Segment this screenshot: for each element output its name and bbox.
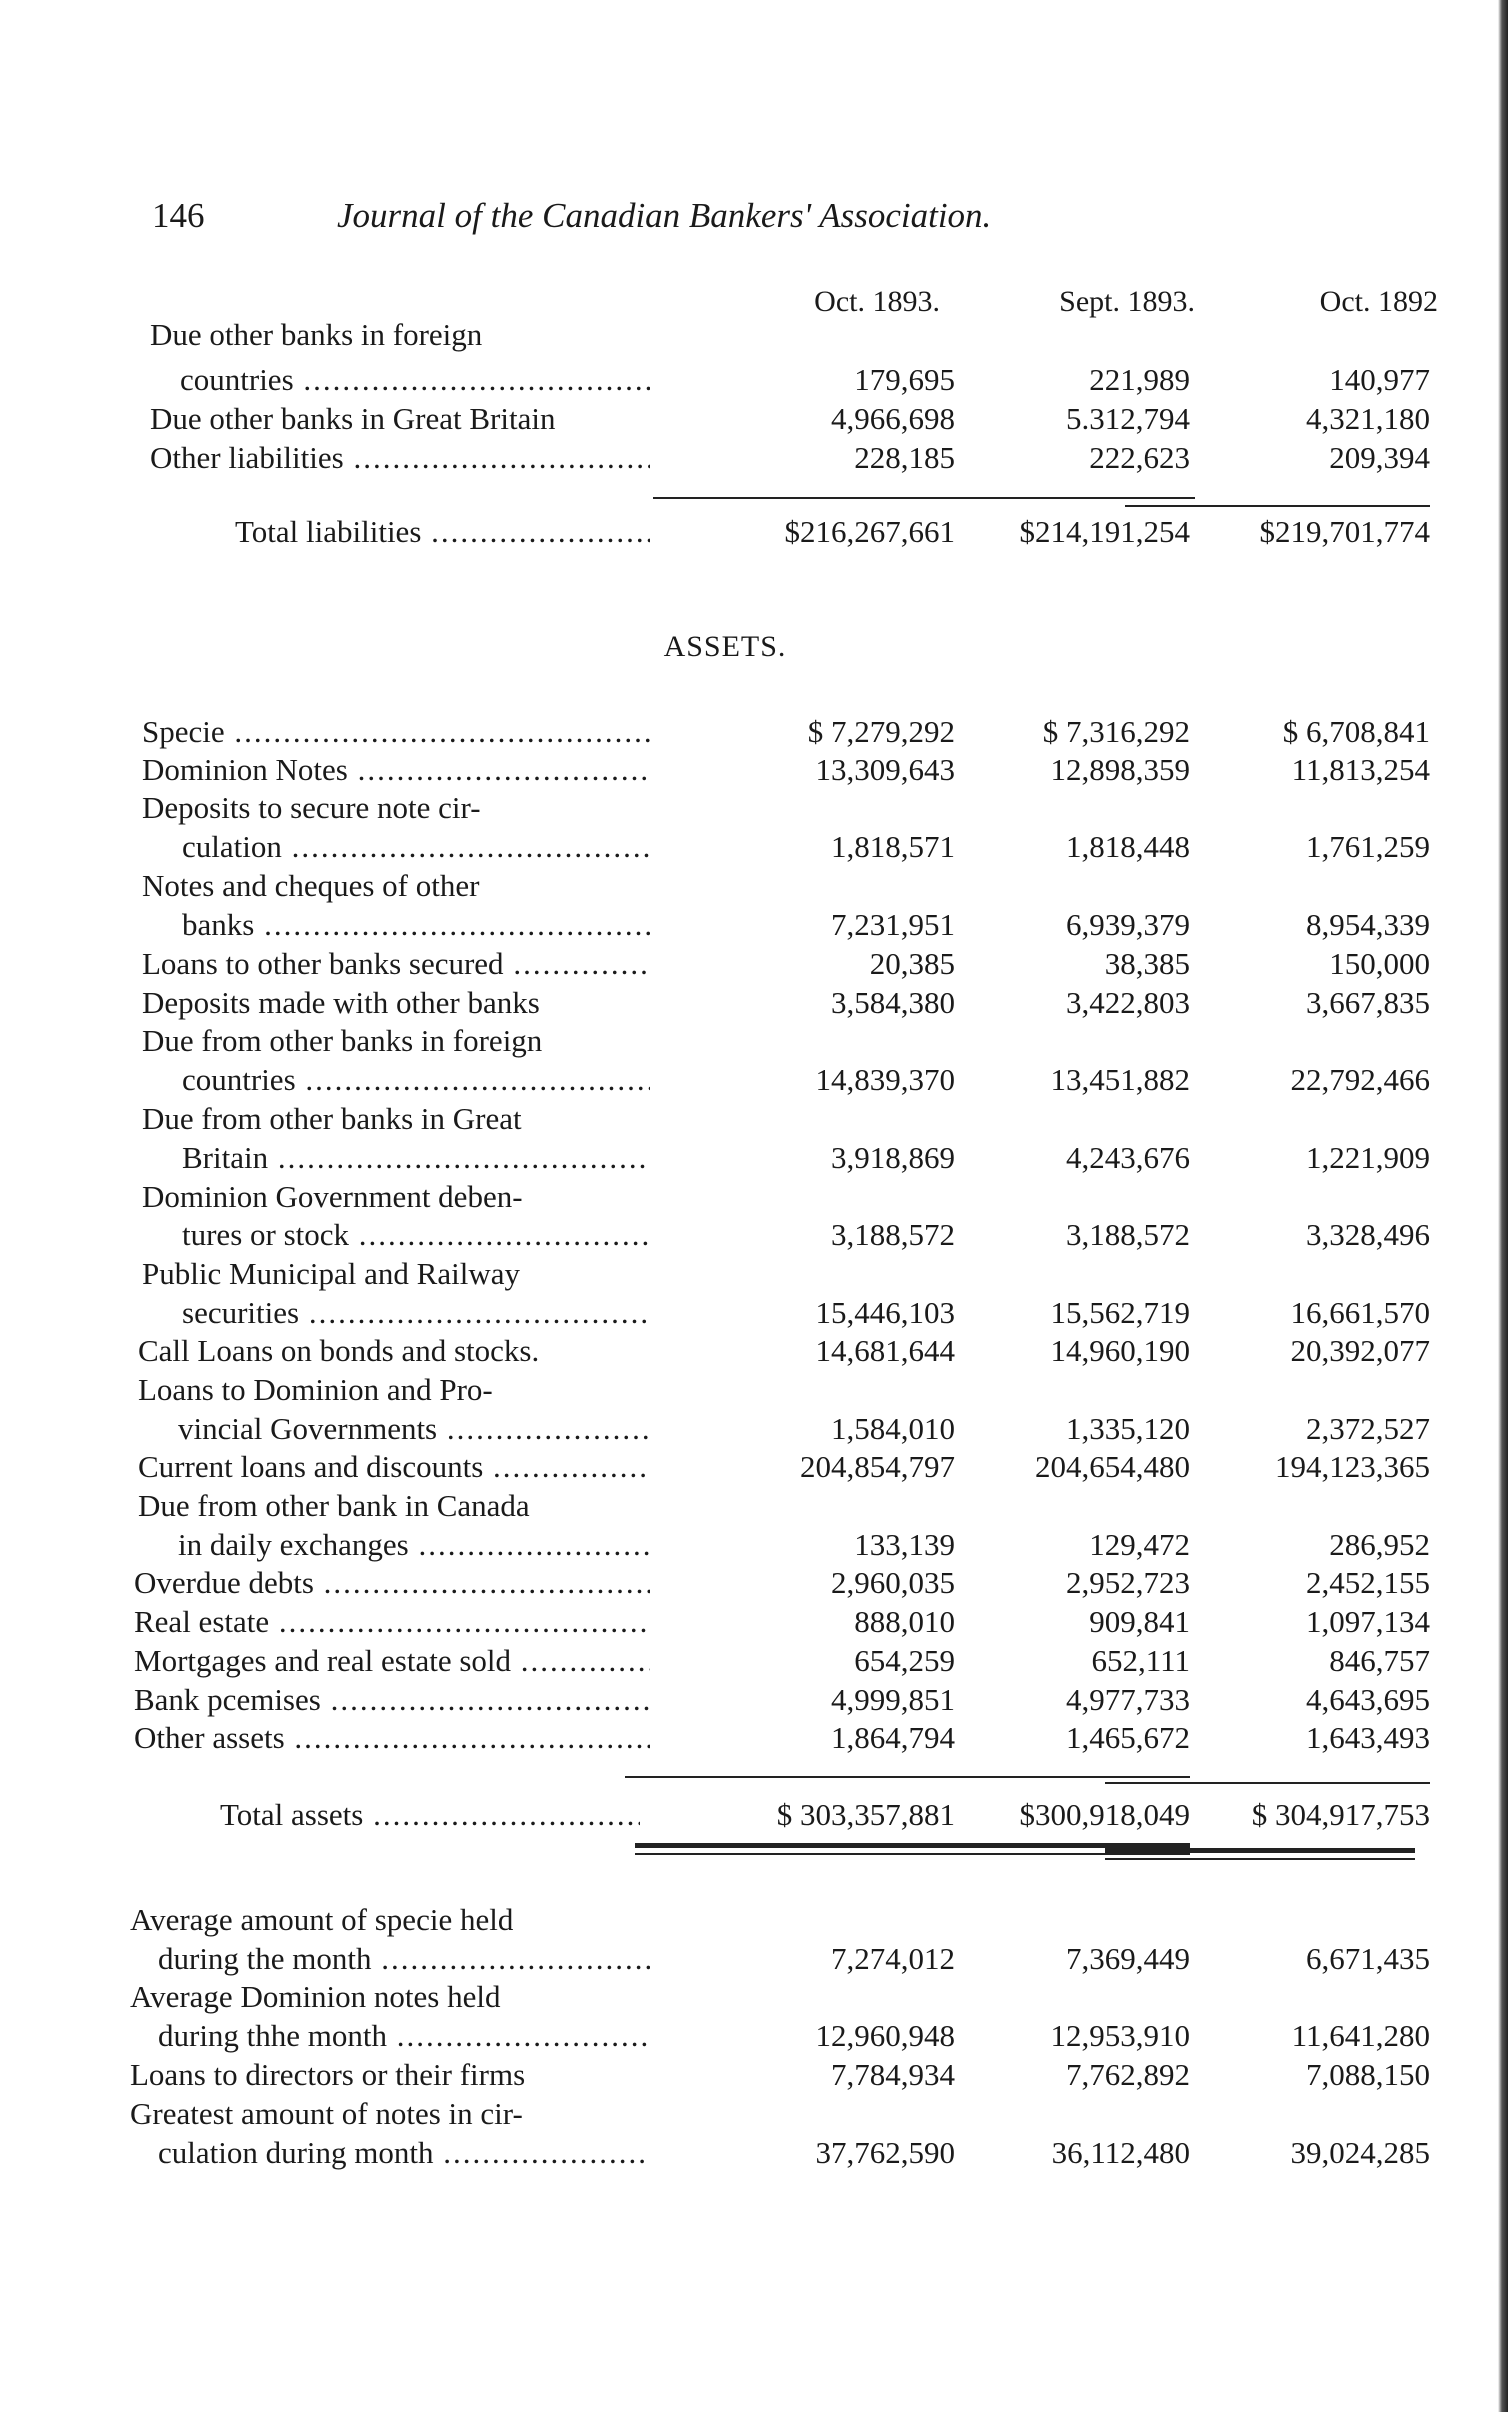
column-header-sept-1893: Sept. 1893. (1059, 285, 1195, 318)
column-header-oct-1893: Oct. 1893. (814, 285, 940, 318)
cell-oct-1892: 2,372,527 (1306, 1411, 1430, 1446)
row-label: Overdue debts ..... (134, 1563, 650, 1603)
row-label: Britain ..... (182, 1138, 650, 1178)
table-row (130, 2016, 1430, 2056)
cell-oct-1893: $216,267,661 (784, 514, 955, 549)
row-label: during the month ..... (158, 1939, 650, 1979)
cell-oct-1892: 286,952 (1329, 1527, 1430, 1562)
page-header (152, 196, 1352, 246)
cell-oct-1893: 2,960,035 (831, 1565, 955, 1600)
cell-oct-1893: 4,999,851 (831, 1682, 955, 1717)
divider (870, 1776, 1190, 1778)
cell-oct-1893: 37,762,590 (815, 2135, 955, 2170)
table-row (130, 1977, 1320, 2017)
cell-sept-1893: 129,472 (1089, 1527, 1190, 1562)
table-row (130, 2094, 1320, 2134)
row-label: countries ..... (182, 1060, 650, 1100)
table-row (130, 1138, 1430, 1178)
cell-sept-1893: 1,818,448 (1066, 829, 1190, 864)
cell-oct-1893: 133,139 (854, 1527, 955, 1562)
row-label: Loans to directors or their firms (130, 2057, 526, 2092)
cell-oct-1892: 3,667,835 (1306, 985, 1430, 1020)
cell-sept-1893: 4,243,676 (1066, 1140, 1190, 1175)
cell-oct-1893: 204,854,797 (800, 1449, 955, 1484)
cell-oct-1893: 20,385 (869, 946, 955, 981)
cell-oct-1892: 8,954,339 (1306, 907, 1430, 942)
cell-oct-1893: 1,864,794 (831, 1720, 955, 1755)
row-label: Average Dominion notes held (130, 1979, 501, 2014)
table-row (130, 315, 1320, 355)
cell-oct-1893: 3,918,869 (831, 1140, 955, 1175)
cell-oct-1892: 140,977 (1329, 362, 1430, 397)
table-row (130, 1021, 1320, 1061)
cell-oct-1892: 846,757 (1329, 1643, 1430, 1678)
row-label: Due from other bank in Canada (138, 1488, 530, 1523)
cell-sept-1893: 13,451,882 (1050, 1062, 1190, 1097)
cell-oct-1892: 150,000 (1329, 946, 1430, 981)
row-label: in daily exchanges ..... (178, 1525, 650, 1565)
table-row (130, 1060, 1430, 1100)
cell-sept-1893: 12,953,910 (1050, 2018, 1190, 2053)
cell-sept-1893: 15,562,719 (1050, 1295, 1190, 1330)
row-label: Loans to Dominion and Pro- (138, 1372, 493, 1407)
row-label: Due from other banks in foreign (142, 1023, 543, 1058)
cell-sept-1893: 909,841 (1089, 1604, 1190, 1639)
row-label: culation during month ..... (158, 2133, 650, 2173)
total-liabilities-row (130, 512, 1430, 552)
double-rule (1105, 1858, 1415, 1860)
cell-oct-1892: 2,452,155 (1306, 1565, 1430, 1600)
cell-oct-1892: $219,701,774 (1259, 514, 1430, 549)
cell-sept-1893: 222,623 (1089, 440, 1190, 475)
table-row (130, 1525, 1430, 1565)
cell-oct-1892: 20,392,077 (1290, 1333, 1430, 1368)
cell-sept-1893: 6,939,379 (1066, 907, 1190, 942)
cell-oct-1893: 888,010 (854, 1604, 955, 1639)
row-label: Real estate ..... (134, 1602, 650, 1642)
table-row (130, 1563, 1430, 1603)
cell-sept-1893: 204,654,480 (1035, 1449, 1190, 1484)
table-row (130, 2133, 1430, 2173)
table-row (130, 1293, 1430, 1333)
cell-oct-1893: $ 303,357,881 (776, 1797, 955, 1832)
cell-sept-1893: 4,977,733 (1066, 1682, 1190, 1717)
table-row (130, 1370, 1320, 1410)
cell-oct-1892: 11,641,280 (1291, 2018, 1430, 2053)
cell-oct-1892: 209,394 (1329, 440, 1430, 475)
row-label: Bank pcemises ..... (134, 1680, 650, 1720)
cell-sept-1893: $300,918,049 (1019, 1797, 1190, 1832)
table-row (130, 944, 1430, 984)
divider (890, 497, 1195, 499)
cell-oct-1893: 14,681,644 (815, 1333, 955, 1368)
cell-oct-1892: $ 6,708,841 (1282, 714, 1430, 749)
row-label: tures or stock ..... (182, 1215, 650, 1255)
cell-oct-1893: 3,584,380 (831, 985, 955, 1020)
table-row (130, 1718, 1430, 1758)
divider (1105, 1782, 1430, 1784)
cell-oct-1892: 39,024,285 (1290, 2135, 1430, 2170)
total-assets-row (130, 1795, 1430, 1835)
row-label: vincial Governments ..... (178, 1409, 650, 1449)
cell-oct-1892: 4,321,180 (1306, 401, 1430, 436)
cell-oct-1892: 7,088,150 (1306, 2057, 1430, 2092)
cell-sept-1893: 12,898,359 (1050, 752, 1190, 787)
row-label: Greatest amount of notes in cir- (130, 2096, 523, 2131)
column-header-oct-1892: Oct. 1892 (1319, 285, 1438, 318)
row-label: Call Loans on bonds and stocks. (138, 1333, 540, 1368)
row-label: Specie ..... (142, 712, 650, 752)
table-row (130, 438, 1430, 478)
row-label: Total assets ..... (220, 1795, 640, 1835)
cell-oct-1893: 228,185 (854, 440, 955, 475)
double-rule (870, 1853, 1190, 1855)
cell-oct-1893: 179,695 (854, 362, 955, 397)
cell-oct-1892: 1,761,259 (1306, 829, 1430, 864)
row-label: Public Municipal and Railway (142, 1256, 520, 1291)
cell-sept-1893: 38,385 (1104, 946, 1190, 981)
cell-oct-1892: $ 304,917,753 (1251, 1797, 1430, 1832)
table-row (130, 1486, 1320, 1526)
cell-sept-1893: 7,762,892 (1066, 2057, 1190, 2092)
table-row (130, 360, 1430, 400)
cell-oct-1893: 7,274,012 (831, 1941, 955, 1976)
cell-oct-1893: 1,584,010 (831, 1411, 955, 1446)
row-label: Other assets ..... (134, 1718, 650, 1758)
table-row (130, 1215, 1430, 1255)
cell-oct-1893: 7,231,951 (831, 907, 955, 942)
cell-oct-1893: 13,309,643 (815, 752, 955, 787)
row-label: Deposits made with other banks (142, 985, 540, 1020)
row-label: Loans to other banks secured ..... (142, 944, 650, 984)
table-row (130, 2055, 1430, 2095)
table-row (130, 1602, 1430, 1642)
cell-oct-1892: 16,661,570 (1290, 1295, 1430, 1330)
cell-sept-1893: $ 7,316,292 (1042, 714, 1190, 749)
table-row (130, 1641, 1430, 1681)
cell-oct-1892: 1,221,909 (1306, 1140, 1430, 1175)
page-number: 146 (152, 196, 205, 235)
row-label: Mortgages and real estate sold ..... (134, 1641, 650, 1681)
row-label: Other liabilities ..... (150, 438, 650, 478)
table-row (130, 983, 1430, 1023)
cell-oct-1892: 1,643,493 (1306, 1720, 1430, 1755)
table-row (130, 1680, 1430, 1720)
table-row (130, 788, 1320, 828)
row-label: Notes and cheques of other (142, 868, 480, 903)
cell-sept-1893: $214,191,254 (1019, 514, 1190, 549)
cell-sept-1893: 2,952,723 (1066, 1565, 1190, 1600)
cell-oct-1893: 4,966,698 (831, 401, 955, 436)
cell-oct-1892: 22,792,466 (1290, 1062, 1430, 1097)
cell-oct-1893: 12,960,948 (815, 2018, 955, 2053)
table-row (130, 750, 1430, 790)
row-label: culation ..... (182, 827, 650, 867)
row-label: Total liabilities ..... (235, 512, 650, 552)
cell-oct-1892: 11,813,254 (1291, 752, 1430, 787)
cell-sept-1893: 1,335,120 (1066, 1411, 1190, 1446)
table-row (130, 712, 1430, 752)
row-label: countries ..... (180, 360, 650, 400)
cell-oct-1893: 1,818,571 (831, 829, 955, 864)
table-row (130, 866, 1320, 906)
row-label: Due other banks in foreign (150, 317, 483, 352)
cell-oct-1893: $ 7,279,292 (807, 714, 955, 749)
cell-sept-1893: 36,112,480 (1051, 2135, 1190, 2170)
cell-oct-1893: 654,259 (854, 1643, 955, 1678)
row-label: Due from other banks in Great (142, 1101, 522, 1136)
cell-oct-1892: 6,671,435 (1306, 1941, 1430, 1976)
cell-oct-1892: 4,643,695 (1306, 1682, 1430, 1717)
cell-sept-1893: 221,989 (1089, 362, 1190, 397)
table-row (130, 1099, 1320, 1139)
row-label: securities ..... (182, 1293, 650, 1333)
table-row (130, 827, 1430, 867)
cell-sept-1893: 3,188,572 (1066, 1217, 1190, 1252)
table-row (130, 399, 1430, 439)
cell-sept-1893: 652,111 (1091, 1643, 1190, 1678)
table-row (130, 1409, 1430, 1449)
row-label: Deposits to secure note cir- (142, 790, 481, 825)
page-spine-edge (1498, 0, 1508, 2412)
cell-sept-1893: 3,422,803 (1066, 985, 1190, 1020)
divider (1125, 505, 1430, 507)
table-row (130, 1254, 1320, 1294)
cell-oct-1892: 1,097,134 (1306, 1604, 1430, 1639)
row-label: Dominion Government deben- (142, 1179, 523, 1214)
cell-oct-1893: 15,446,103 (815, 1295, 955, 1330)
cell-oct-1893: 7,784,934 (831, 2057, 955, 2092)
running-title: Journal of the Canadian Bankers' Association. (337, 196, 992, 235)
row-label: during thhe month ..... (158, 2016, 650, 2056)
row-label: Dominion Notes ..... (142, 750, 650, 790)
row-label: Average amount of specie held (130, 1902, 514, 1937)
cell-sept-1893: 14,960,190 (1050, 1333, 1190, 1368)
row-label: banks ..... (182, 905, 650, 945)
cell-sept-1893: 1,465,672 (1066, 1720, 1190, 1755)
cell-oct-1893: 3,188,572 (831, 1217, 955, 1252)
double-rule (1105, 1848, 1415, 1853)
table-row (130, 1447, 1430, 1487)
table-row (130, 905, 1430, 945)
table-row (130, 1177, 1320, 1217)
cell-oct-1892: 3,328,496 (1306, 1217, 1430, 1252)
table-row (130, 1331, 1430, 1371)
section-heading-assets: ASSETS. (663, 630, 787, 663)
cell-oct-1892: 194,123,365 (1275, 1449, 1430, 1484)
row-label: Due other banks in Great Britain (150, 401, 556, 436)
cell-oct-1893: 14,839,370 (815, 1062, 955, 1097)
table-row (130, 1939, 1430, 1979)
cell-sept-1893: 7,369,449 (1066, 1941, 1190, 1976)
cell-sept-1893: 5.312,794 (1066, 401, 1190, 436)
row-label: Current loans and discounts ..... (138, 1447, 650, 1487)
table-row (130, 1900, 1320, 1940)
